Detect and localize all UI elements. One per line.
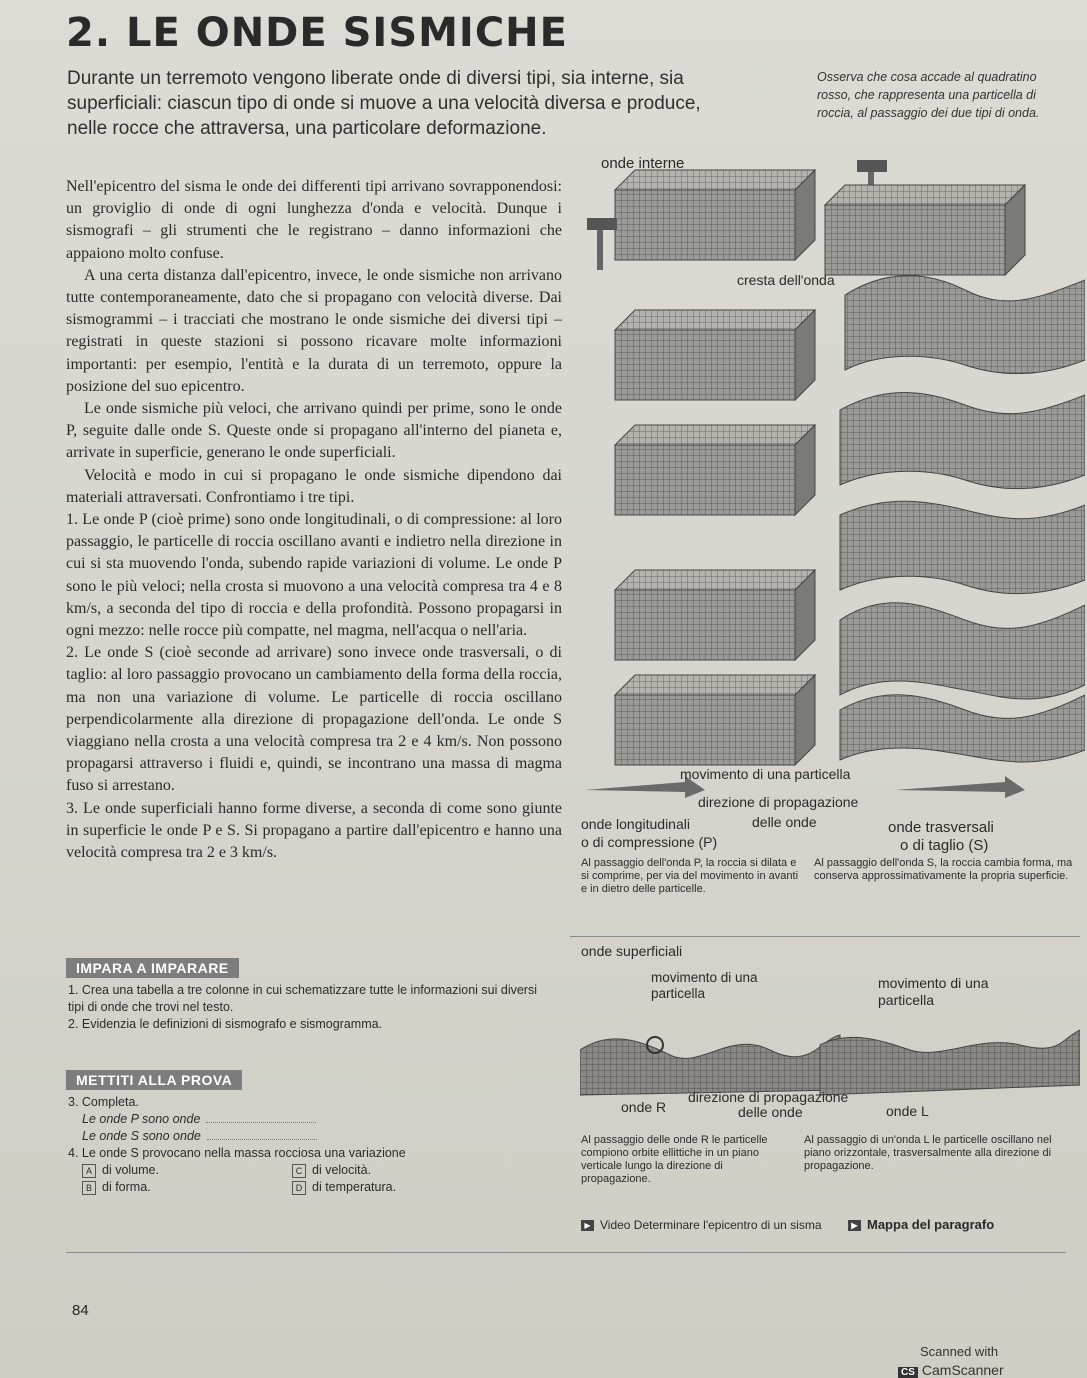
label-cresta: cresta dell'onda (737, 272, 835, 288)
mettiti-alla-prova-box (66, 1070, 548, 1196)
caption-s-wave: Al passaggio dell'onda S, la roccia cambia forma, ma conserva approssimativamente la propria superficie. (814, 857, 1073, 882)
impara-title: IMPARA A IMPARARE (66, 958, 239, 978)
option-b-text: di forma. (102, 1180, 151, 1194)
camscanner-label: CamScanner (921, 1362, 1004, 1378)
label-dir-sup: direzione di propagazione (688, 1089, 849, 1105)
video-icon: ▶ (581, 1220, 594, 1231)
paragraph-4: Velocità e modo in cui si propagano le onde sismiche dipendono dai materiali attraversati. Confrontiamo i tre tipi. (66, 466, 562, 506)
intro-text: Durante un terremoto vengono liberate onde di diversi tipi, sia interne, sia superficiali: ciascun tipo di onde si muove a una velocità diversa e produce, nelle rocce che attraversa, una particolare deformazione. (67, 68, 701, 139)
footer-divider (66, 1252, 1066, 1253)
video-link-label: Video Determinare l'epicentro di un sisma (600, 1218, 822, 1232)
option-c[interactable] (292, 1162, 502, 1179)
exercise-1: 1. Crea una tabella a tre colonne in cui schematizzare tutte le informazioni sui diversi tipi di onde che trovi nel testo. (68, 983, 537, 1014)
map-icon: ▶ (848, 1220, 861, 1231)
option-a-letter: A (82, 1164, 96, 1178)
option-b-letter: B (82, 1181, 96, 1195)
blank-s[interactable] (207, 1139, 317, 1140)
option-a-text: di volume. (102, 1163, 159, 1177)
page-number: 84 (72, 1302, 89, 1319)
fill-line-s: Le onde S sono onde (82, 1129, 201, 1143)
option-b[interactable] (82, 1179, 292, 1196)
label-mov-l: movimento di una particella (878, 975, 989, 1008)
label-trasversali: onde trasversali (888, 819, 994, 836)
label-onde-r: onde R (621, 1099, 667, 1115)
caption-l-wave: Al passaggio di un'onda L le particelle oscillano nel piano orizzontale, trasversalmente alla direzione di propagazione. (804, 1134, 1052, 1172)
body-waves-illustration (565, 150, 1085, 800)
video-link[interactable] (581, 1218, 822, 1232)
caption-p-wave: Al passaggio dell'onda P, la roccia si dilata e si comprime, per via del movimento in avanti e in dietro delle particelle. (581, 857, 799, 895)
paragraph-3: Le onde sismiche più veloci, che arrivano quindi per prime, sono le onde P, seguite dalle onde S. Queste onde si propagano all'interno del pianeta e, arrivate in superficie, generano le onde superficiali. (66, 400, 562, 462)
camscanner-logo (898, 1362, 1004, 1378)
surface-waves-illustration (580, 1010, 1080, 1100)
label-onde-interne: onde interne (601, 155, 685, 172)
option-c-text: di velocità. (312, 1163, 372, 1177)
paragraph-2: A una certa distanza dall'epicentro, invece, le onde sismiche non arrivano tutte contemporaneamente, dato che si propagano con velocità diverse. Dai sismogrammi – i tracciati che mostrano le onde sismiche dei diversi tipi – registrati in queste stazioni si possono ricavare molte informazioni importanti: per esempio, l'entità e la durata di un terremoto, oppure la posizione del suo epicentro. (66, 266, 562, 395)
divider (570, 936, 1080, 937)
wave-l-block (820, 1030, 1080, 1095)
paragraph-onde-superficiali: 3. Le onde superficiali hanno forme diverse, a seconda di come sono giunte in superficie le onde P e S. Si propagano a partire dall'epicentro e hanno una velocità compresa tra 2 e 3 km/s. (66, 799, 562, 862)
exercise-3: 3. Completa. (68, 1095, 139, 1109)
label-taglio: o di taglio (S) (900, 837, 989, 854)
s-wave-blocks (825, 185, 1085, 762)
label-compressione: o di compressione (P) (581, 834, 718, 850)
paragraph-1: Nell'epicentro del sisma le onde dei differenti tipi arrivano sovrapponendosi: un groviglio di onde di ogni lunghezza d'onda e velocità. Dunque i sismografi – gli strumenti che le registrano – danno informazioni che appaiono molto confuse. (66, 178, 562, 262)
option-d[interactable] (292, 1179, 502, 1196)
wave-r-block (580, 1035, 840, 1095)
exercise-2: 2. Evidenzia le definizioni di sismografo e sismogramma. (68, 1017, 383, 1031)
label-longitudinali: onde longitudinali (581, 816, 690, 832)
body-text (66, 176, 562, 864)
label-movimento: movimento di una particella (680, 766, 851, 782)
figure-note: Osserva che cosa accade al quadratino rosso, che rappresenta una particella di roccia, al passaggio dei due tipi di onda. (817, 70, 1040, 120)
blank-p[interactable] (206, 1122, 316, 1123)
p-wave-blocks (615, 170, 815, 765)
option-a[interactable] (82, 1162, 292, 1179)
label-delle-onde: delle onde (752, 814, 817, 830)
exercise-4: 4. Le onde S provocano nella massa rocciosa una variazione (68, 1146, 406, 1160)
fill-line-p: Le onde P sono onde (82, 1112, 201, 1126)
label-direzione: direzione di propagazione (698, 794, 859, 810)
mappa-link[interactable] (848, 1217, 994, 1232)
mappa-link-label: Mappa del paragrafo (867, 1217, 995, 1232)
impara-a-imparare-box (66, 958, 548, 1033)
cs-icon: CS (898, 1367, 918, 1378)
paragraph-onde-p: 1. Le onde P (cioè prime) sono onde longitudinali, o di compressione: al loro passaggio, le particelle di roccia oscillano avanti e indietro nella direzione in cui si sta muovendo l'onda, subendo rapide variazioni di volume. Le onde P sono le più veloci; nella crosta si muovono a una velocità compresa tra 4 e 8 km/s, a seconda del tipo di roccia e della profondità. Possono propagarsi in ogni mezzo: nelle rocce più compatte, nel magma, nell'acqua o nell'aria. (66, 511, 562, 640)
label-onde-l: onde L (886, 1103, 929, 1119)
page-title: 2. LE ONDE SISMICHE (66, 10, 568, 56)
option-d-text: di temperatura. (312, 1180, 397, 1194)
hammer-icon (587, 218, 617, 270)
scanned-with: Scanned with (920, 1344, 999, 1359)
paragraph-onde-s: 2. Le onde S (cioè seconde ad arrivare) sono invece onde trasversali, o di taglio: al loro passaggio provocano un cambiamento della forma della roccia, ma non una variazione di volume. Le particelle di roccia oscillano perpendicolarmente alla direzione di propagazione dell'onda. Le onde S viaggiano nella crosta a una velocità compresa tra 2 e 4 km/s. Non possono propagarsi attraverso i fluidi e, quindi, se incontrano una massa di magma fuso si arrestano. (66, 644, 562, 795)
label-mov-r: movimento di una particella (651, 970, 758, 1001)
option-c-letter: C (292, 1164, 306, 1178)
option-d-letter: D (292, 1181, 306, 1195)
label-onde-superficiali: onde superficiali (581, 943, 683, 959)
prova-title: METTITI ALLA PROVA (66, 1070, 242, 1090)
caption-r-wave: Al passaggio delle onde R le particelle compiono orbite ellittiche in un piano verticale lungo la direzione di propagazione. (581, 1134, 768, 1185)
label-dir-sup2: delle onde (738, 1104, 803, 1120)
